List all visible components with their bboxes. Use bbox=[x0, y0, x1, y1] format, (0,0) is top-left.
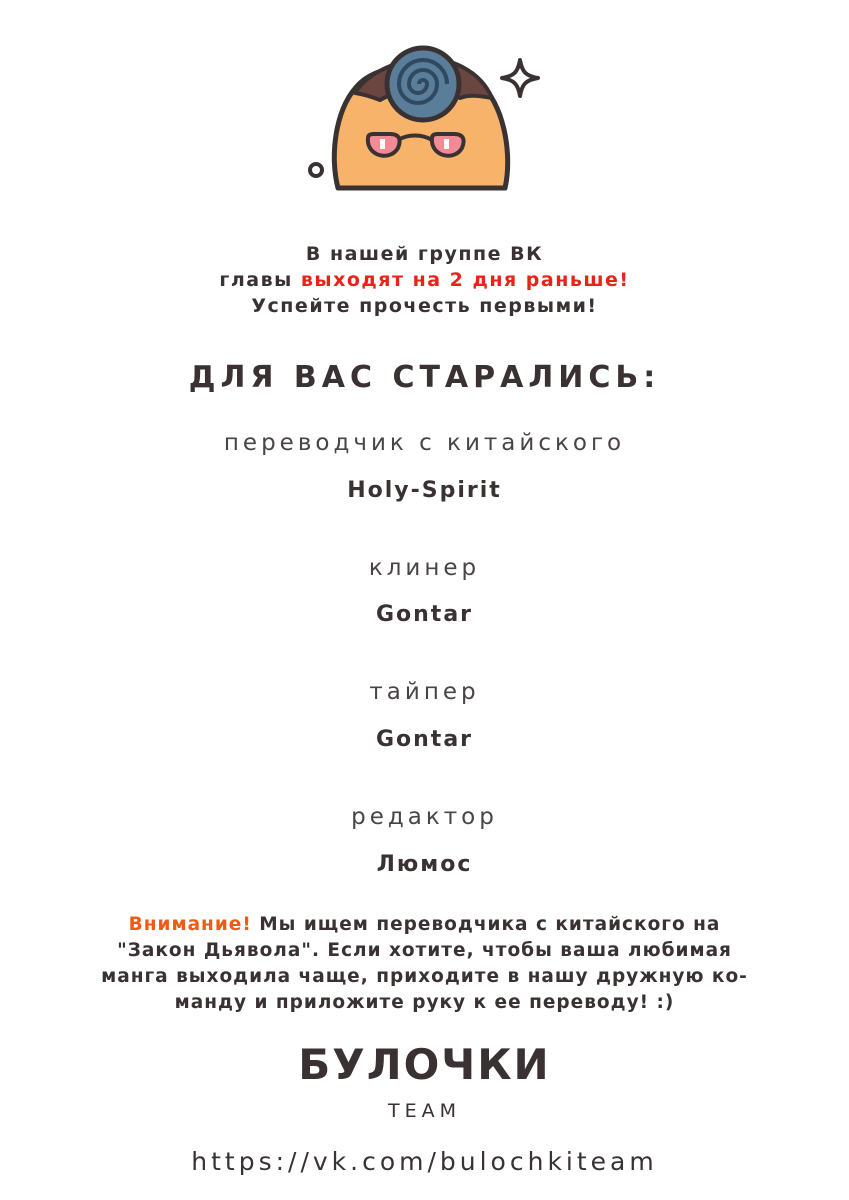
attention-label: Внимание! bbox=[128, 914, 252, 935]
bubble-icon bbox=[310, 164, 322, 176]
team-brand-name: БУЛОЧКИ bbox=[298, 1040, 551, 1089]
notice-line-4: манду и приложите руку к ее переводу! :) bbox=[174, 992, 675, 1013]
notice-line-3: манга выходила чаще, приходите в нашу дружную ко- bbox=[101, 966, 748, 987]
editor-name: Люмос bbox=[376, 852, 473, 877]
sparkle-icon bbox=[502, 60, 538, 96]
vk-promo bbox=[0, 241, 849, 319]
translator-role: переводчик с китайского bbox=[223, 430, 626, 456]
notice-line-1-rest: Мы ищем переводчика с китайского на bbox=[251, 914, 721, 935]
promo-line-3: Успейте прочесть первыми! bbox=[251, 295, 598, 317]
typer-name: Gontar bbox=[375, 727, 474, 752]
promo-line-2 bbox=[0, 267, 849, 293]
notice-line-2: "Закон Дьявола". Если хотите, чтобы ваша любимая bbox=[117, 940, 732, 961]
promo-line-1: В нашей группе ВК bbox=[305, 243, 544, 265]
promo-highlight: выходят на 2 дня раньше! bbox=[300, 269, 630, 291]
notice-line-1 bbox=[60, 912, 789, 938]
credits-heading: ДЛЯ ВАС СТАРАЛИСЬ: bbox=[188, 360, 661, 395]
bun-mascot-illustration bbox=[300, 38, 550, 203]
cleaner-name: Gontar bbox=[375, 602, 474, 627]
recruitment-notice bbox=[60, 912, 789, 1016]
promo-line-2-prefix: главы bbox=[219, 269, 301, 291]
editor-role: редактор bbox=[351, 804, 498, 830]
cleaner-role: клинер bbox=[368, 555, 481, 581]
team-label: TEAM bbox=[387, 1100, 461, 1122]
translator-name: Holy-Spirit bbox=[347, 478, 502, 503]
typer-role: тайпер bbox=[369, 679, 480, 705]
vk-group-link[interactable]: https://vk.com/bulochkiteam bbox=[191, 1147, 658, 1176]
